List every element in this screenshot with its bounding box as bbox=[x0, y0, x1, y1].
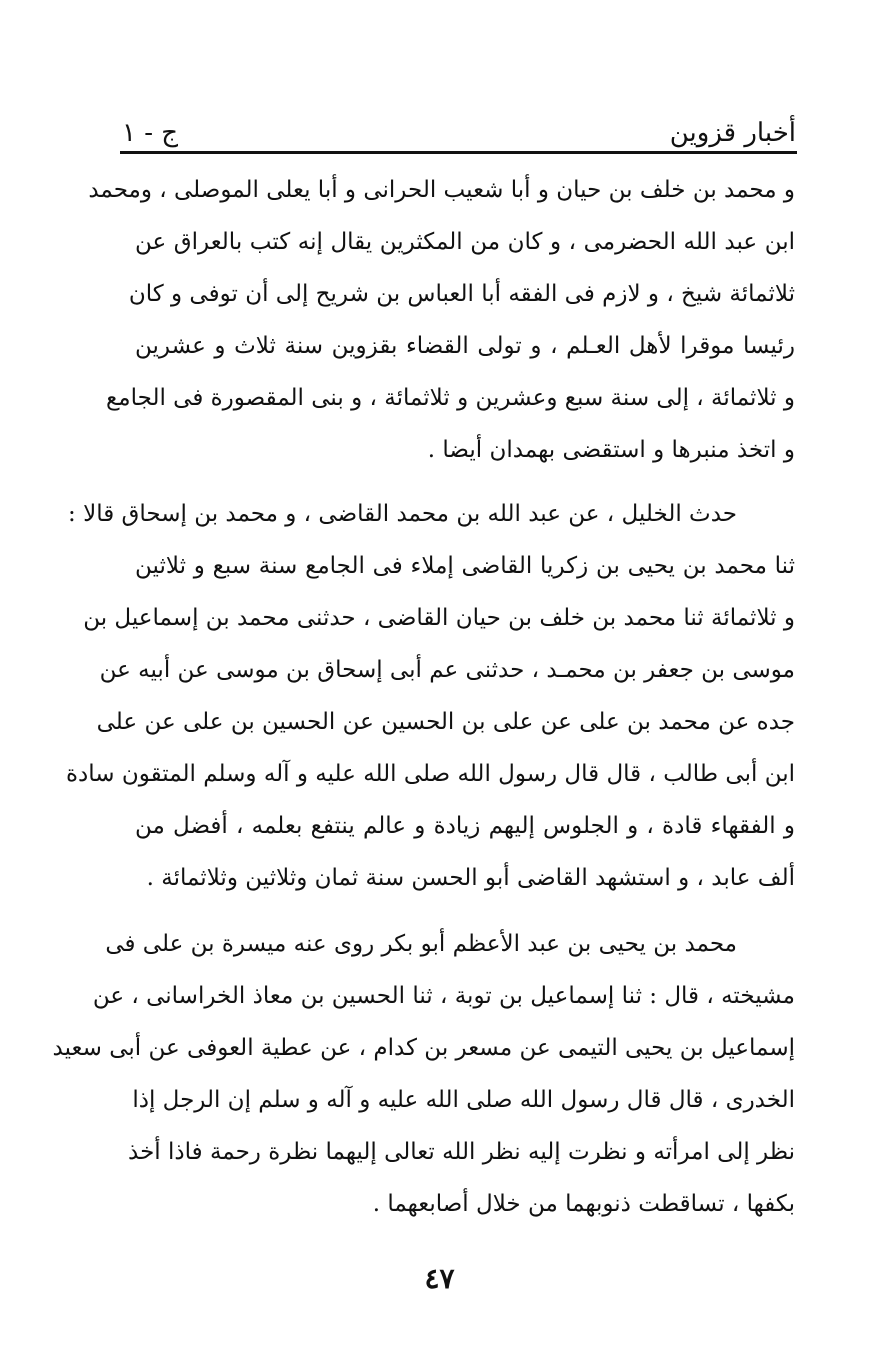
text-line: ابن أبى طالب ، قال قال رسول الله صلى الله عليه و آله وسلم المتقون سادة bbox=[65, 761, 795, 787]
text-line: موسى بن جعفر بن محمـد ، حدثنى عم أبى إسحاق بن موسى عن أبيه عن bbox=[99, 657, 795, 683]
text-line: إسماعيل بن يحيى التيمى عن مسعر بن كدام ، عن عطية العوفى عن أبى سعيد bbox=[52, 1035, 795, 1061]
paragraph-gap bbox=[135, 476, 795, 488]
text-line: و محمد بن خلف بن حيان و أبا شعيب الحرانى و أبا يعلى الموصلى ، ومحمد bbox=[88, 177, 795, 203]
text-line: ثنا محمد بن يحيى بن زكريا القاضى إملاء فى الجامع سنة سبع و ثلاثين bbox=[135, 553, 795, 579]
text-line: حدث الخليل ، عن عبد الله بن محمد القاضى ، و محمد بن إسحاق قالا : bbox=[68, 501, 737, 527]
book-title: أخبار قزوين bbox=[669, 118, 796, 148]
text-line: مشيخته ، قال : ثنا إسماعيل بن توبة ، ثنا الحسين بن معاذ الخراسانى ، عن bbox=[92, 983, 795, 1009]
text-line: و ثلاثمائة ، إلى سنة سبع وعشرين و ثلاثمائة ، و بنى المقصورة فى الجامع bbox=[106, 385, 795, 411]
running-header bbox=[122, 108, 796, 148]
body-text bbox=[52, 164, 795, 1230]
text-line: ابن عبد الله الحضرمى ، و كان من المكثرين يقال إنه كتب بالعراق عن bbox=[135, 229, 795, 255]
text-line: ألف عابد ، و استشهد القاضى أبو الحسن سنة ثمان وثلاثين وثلاثمائة . bbox=[146, 865, 795, 891]
text-line: و اتخذ منبرها و استقضى بهمدان أيضا . bbox=[427, 437, 795, 463]
volume-number: ج - ١ bbox=[122, 118, 179, 148]
text-line: نظر إلى امرأته و نظرت إليه نظر الله تعالى إليهما نظرة رحمة فاذا أخذ bbox=[128, 1139, 795, 1165]
text-line: رئيسا موقرا لأهل العـلم ، و تولى القضاء بقزوين سنة ثلاث و عشرين bbox=[135, 333, 795, 359]
paragraph-gap bbox=[135, 904, 795, 918]
page-number: ٤٧ bbox=[424, 1262, 455, 1295]
text-line: ثلاثمائة شيخ ، و لازم فى الفقه أبا العباس بن شريح إلى أن توفى و كان bbox=[128, 281, 795, 307]
text-line: الخدرى ، قال قال رسول الله صلى الله عليه و آله و سلم إن الرجل إذا bbox=[132, 1087, 795, 1113]
header-rule bbox=[120, 151, 797, 154]
text-line: و ثلاثمائة ثنا محمد بن خلف بن حيان القاضى ، حدثنى محمد بن إسماعيل بن bbox=[83, 605, 795, 631]
text-line: محمد بن يحيى بن عبد الأعظم أبو بكر روى عنه ميسرة بن على فى bbox=[105, 931, 737, 957]
text-line: جده عن محمد بن على عن على بن الحسين عن الحسين بن على عن على bbox=[96, 709, 795, 735]
text-line: و الفقهاء قادة ، و الجلوس إليهم زيادة و عالم ينتفع بعلمه ، أفضل من bbox=[135, 813, 795, 839]
text-line: بكفها ، تساقطت ذنوبهما من خلال أصابعهما . bbox=[372, 1191, 795, 1217]
